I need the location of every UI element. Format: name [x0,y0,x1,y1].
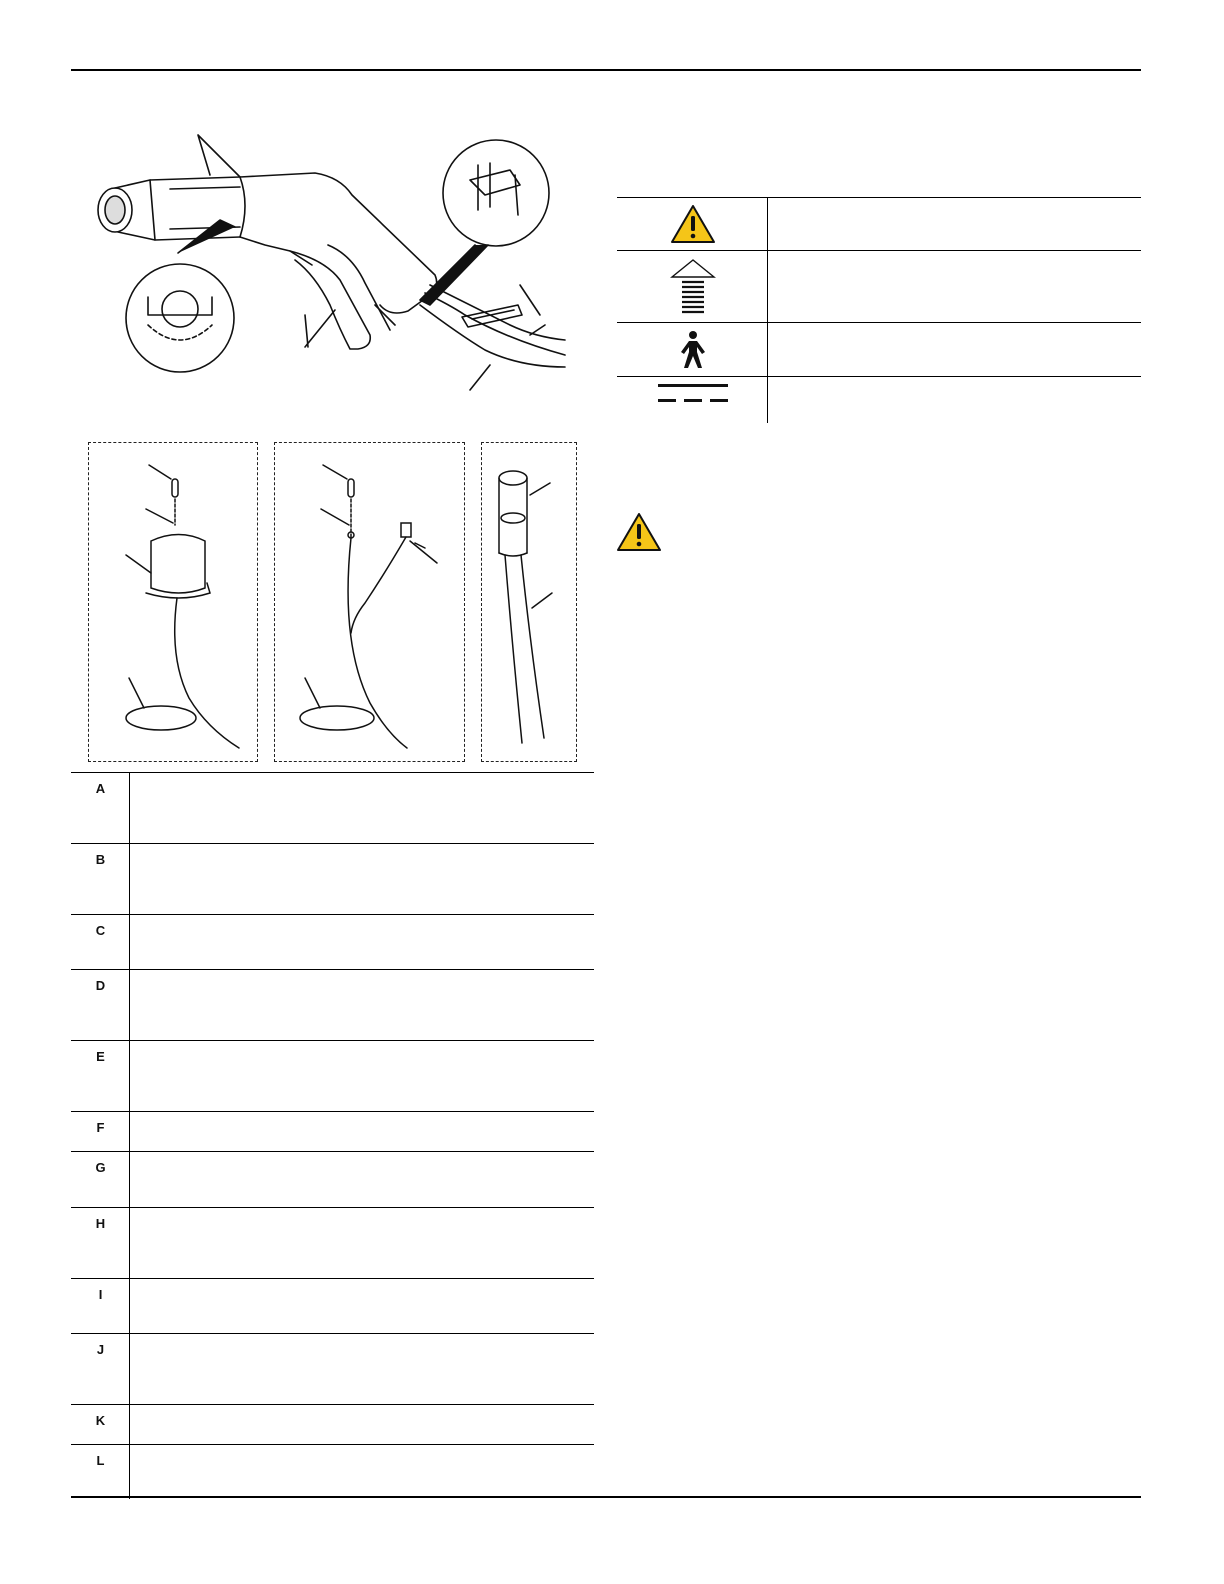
legend-letter: I [98,1287,103,1302]
table-row [71,1405,594,1445]
legend-letter: F [96,1120,105,1135]
table-row [617,251,1141,323]
table-row [71,1445,594,1498]
warning-triangle-icon [616,512,662,557]
table-row [71,844,594,915]
accessory-panel-3 [481,442,577,762]
top-rule [71,69,1141,71]
legend-letter: H [95,1216,106,1231]
table-row [71,773,594,844]
table-row [71,970,594,1041]
table-row [71,1041,594,1112]
bottom-rule [71,1496,1141,1498]
table-row [71,1279,594,1334]
table-row [617,323,1141,377]
double-arrow-up-icon [617,251,768,322]
table-row [71,1334,594,1405]
symbol-table [617,197,1141,423]
legend-letter: G [95,1160,106,1175]
accessory-panel-2 [274,442,465,762]
legend-letter: L [96,1453,105,1468]
table-row [617,197,1141,251]
table-row [71,1208,594,1279]
legend-table [71,772,594,1498]
instrument-illustration [90,125,575,415]
legend-letter: D [95,978,106,993]
legend-letter: B [95,852,106,867]
legend-letter: J [96,1342,105,1357]
table-row [71,1112,594,1152]
legend-letter: E [96,1049,105,1064]
table-row [71,1152,594,1208]
legend-letter: C [95,923,106,938]
warning-triangle-icon [617,198,768,250]
type-b-applied-part-icon [617,323,768,376]
table-row [71,915,594,970]
legend-letter: A [95,781,106,796]
table-row [617,377,1141,423]
accessory-panel-1 [88,442,258,762]
direct-current-icon [617,377,768,423]
legend-letter: K [95,1413,106,1428]
